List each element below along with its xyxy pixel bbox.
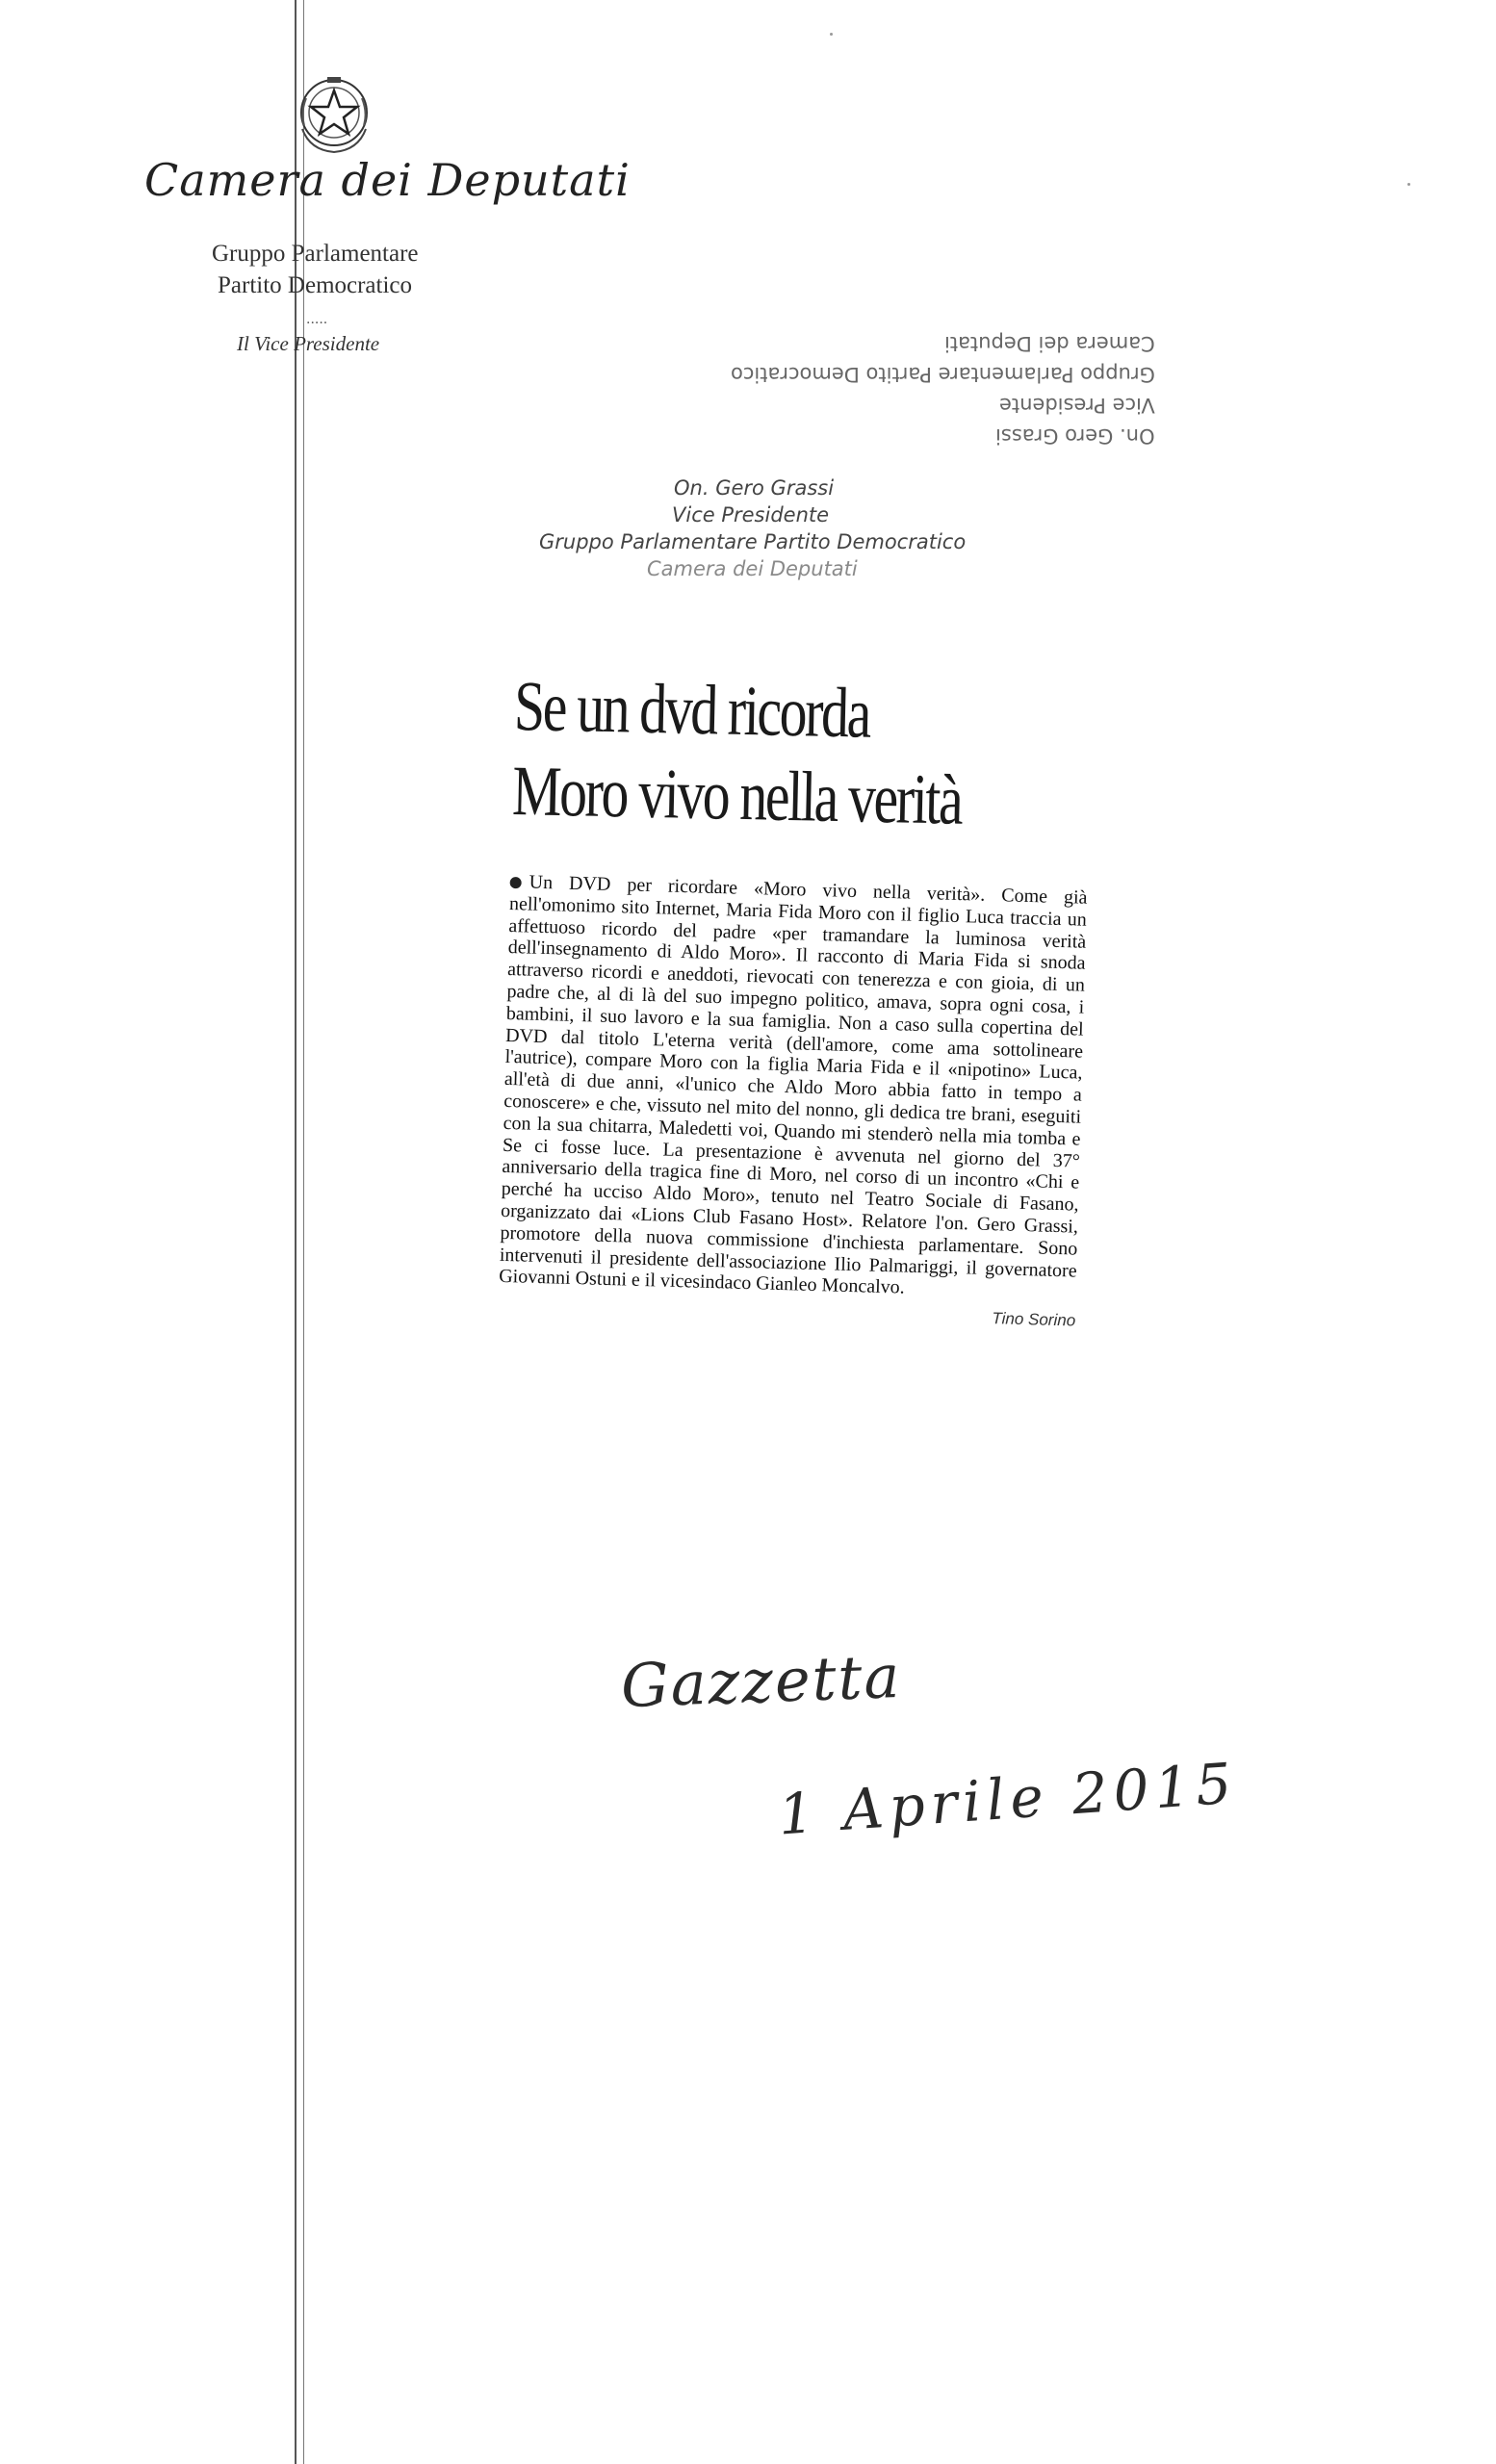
scan-speck [1407,183,1410,186]
group-line-2: Partito Democratico [218,272,413,298]
stamp-flip-line-1: On. Gero Grassi [995,424,1155,448]
vice-president-label: Il Vice Presidente [237,332,380,355]
stamp-flip-line-2: Vice Presidente [999,394,1155,417]
article-byline: Tino Sorino [992,1309,1076,1330]
stamp-flip-line-3: Gruppo Parlamentare Partito Democratico [731,363,1155,386]
italian-republic-emblem-icon [291,69,377,156]
handwritten-date: 1 Aprile 2015 [776,1750,1240,1848]
scan-speck [830,33,833,36]
group-line-1: Gruppo Parlamentare [212,241,419,267]
stamp-upside-down [731,332,1155,457]
bullet-icon [509,877,521,888]
handwritten-source: Gazzetta [619,1640,903,1722]
article-body: Un DVD per ricordare «Moro vivo nella verità». Come già nell'omonimo sito Internet, Maria Fida Moro con il figlio Luca traccia un affettuoso ricordo del padre «per tramandare la luminosa verità dell'insegnamento di Aldo Moro». Il racconto di Maria Fida si snoda attraverso ricordi e aneddoti, rievocati con tenerezza e con gioia, di un padre che, al di là del suo impegno politico, amava, sopra ogni cosa, i bambini, il suo lavoro e la sua famiglia. Non a caso sulla copertina del DVD dal titolo L'eterna verità (dell'amore, come ama sottolineare l'autrice), compare Moro con la figlia Maria Fida e il «nipotino» Luca, all'età di due anni, «l'unico che Aldo Moro abbia fatto in tempo a conoscere» e che, vissuto nel mito del nonno, gli dedica tre brani, eseguiti con la sua chitarra, Maledetti voi, Quando mi stenderò nella mia tomba e Se ci fosse luce. La presentazione è avvenuta nel giorno del 37° anniversario della tragica fine di Moro, nel corso di un incontro «Chi e perché ha ucciso Aldo Moro», tenuto nel Teatro Sociale di Fasano, organizzato dai «Lions Club Fasano Host». Relatore l'on. Gero Grassi, promotore della nuova commissione d'inchiesta parlamentare. Sono intervenuti il presidente dell'associazione Ilio Palmariggi, il governatore Giovanni Ostuni e il vicesindaco Gianleo Moncalvo. [498,871,1088,1298]
fold-line-secondary [303,0,304,2464]
article-clipping [498,871,1088,1331]
fold-line [295,0,297,2464]
stamp-line-1: On. Gero Grassi [674,476,835,500]
headline-line-1: Se un dvd ricorda [513,666,870,754]
separator-dots: ····· [306,316,328,331]
stamp [539,476,966,584]
stamp-line-3: Gruppo Parlamentare Partito Democratico [539,530,967,553]
headline-line-2: Moro vivo nella verità [511,751,963,840]
stamp-line-2: Vice Presidente [672,503,830,526]
article-headline [511,664,1131,846]
chamber-title: Camera dei Deputati [144,154,631,206]
stamp-line-4: Camera dei Deputati [647,557,858,580]
stamp-flip-line-4: Camera dei Deputati [944,332,1155,355]
